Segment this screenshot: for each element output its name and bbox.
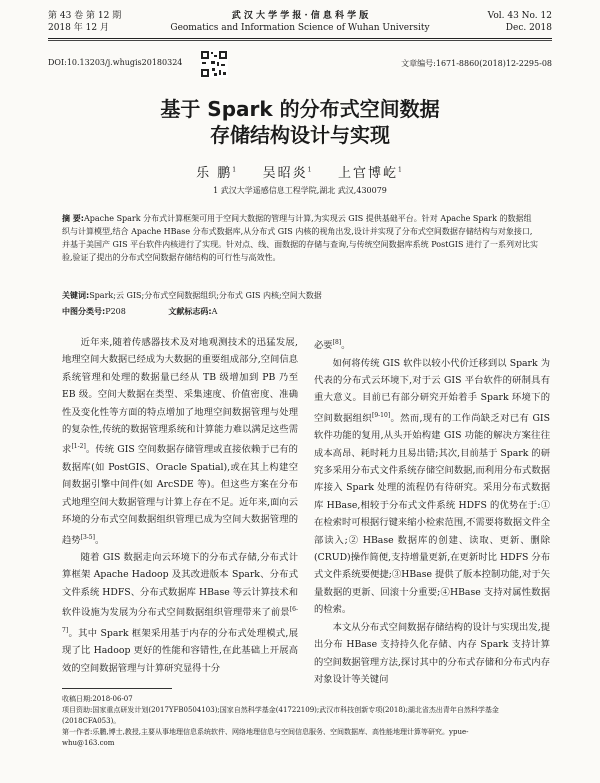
paper-title: 基于 Spark 的分布式空间数据 存储结构设计与实现 [160, 97, 440, 147]
funding-note: 项目资助:国家重点研发计划(2017YFB0504103);国家自然科学基金(41722109);武汉市科技创新专项(2018);湖北省杰出青年自然科学基金(2018CFA053)。 [62, 706, 499, 725]
paragraph: 近年来,随着传感器技术及对地观测技术的迅猛发展,地理空间大数据已经成为大数据的重要组成部分,空间信息系统管理和处理的数据量已经从 TB 级增加到 PB 乃至 EB 级。空间大数据在类型、采集速度、价值密度、准确性及变化性等方面的特点增加了地理空间数据管理与处理的复杂性,传统的数据管理系统和计算能力难以满足这些需求[1-2]。传统 GIS 空间数据存储管理或直接依赖于已有的数据库(如 PostGIS、Oracle Spatial),或在其上构建空间数据引擎中间件(如 ArcSDE 等)。但这些方案在分布式地理空间大数据管理与计算上存在不足。近年来,面向云环境的分布式空间数据组织管理已成为空间大数据管理的趋势[3-5]。 [62, 337, 298, 546]
affiliation: 1 武汉大学遥感信息工程学院,湖北 武汉,430079 [213, 186, 387, 195]
body-column-right [314, 334, 550, 688]
received-date: 收稿日期:2018-06-07 [62, 695, 133, 703]
keywords-label: 关键词: [62, 291, 90, 300]
author-list: 乐 鹏$^1$ 吴昭炎$^1$ 上官博屹$^1$ [196, 166, 404, 181]
volume-issue-en: Vol. 43 No. 12 Dec. 2018 [487, 11, 552, 33]
paragraph: 如何将传统 GIS 软件以较小代价迁移到以 Spark 为代表的分布式云环境下,对于云 GIS 平台软件的研制具有重大意义。目前已有部分研究开始着手 Spark 环境下的空间数据组织[9-10]。然而,现有的工作尚缺乏对已有 GIS 软件功能的复用,从头开始构建 GIS 功能的解决方案往往成本高昂、耗时耗力且易出错;其次,目前基于 Spark 的研究多采用分布式文件系统存储空间数据,而利用分布式数据库接入 Spark 处理的流程仍有待研究。采用分布式数据库 HBase,相较于分布式文件系统 HDFS 的优势在于:①在检索时可根据行键来缩小检索范围,不需要将数据文件全部读入;② HBase 数据库的创建、读取、更新、删除(CRUD)操作简便,支持增量更新,在更新时比 HDFS 分布式文件系统要便捷;③HBase 提供了版本控制功能,对于矢量数据的更新、回滚十分重要;④HBase 支持对属性数据的检索。 [314, 357, 550, 616]
qr-code-icon [200, 50, 228, 78]
doi: DOI:10.13203/j.whugis20180324 [48, 58, 183, 67]
paragraph: 必要[8]。 [314, 339, 351, 352]
author-name: 乐 鹏 [196, 166, 233, 181]
author-name: 上官博屹 [338, 166, 399, 181]
body-column-left [62, 334, 298, 677]
footnote-rule [62, 688, 172, 689]
keywords: 关键词:Spark;云 GIS;分布式空间数据组织;分布式 GIS 内核;空间大数据 [62, 291, 322, 300]
article-number: 文章编号:1671-8860(2018)12-2295-08 [401, 59, 552, 68]
abstract-text: Apache Spark 分布式计算框架可用于空间大数据的管理与计算,为实现云 GIS 提供基础平台。针对 Apache Spark 的数据组织与计算模型,结合 Apache HBase 分布式数据库,从分布式 GIS 内核的视角出发,设计并实现了分布式空间数据存储结构与对象接口,并基于美国产 GIS 平台软件内核进行了实现。针对点、线、面数据的存储与查询,与传统空间数据库系统 PostGIS 进行了一系列对比实验,验证了提出的分布式空间数据存储结构的可行性与高效性。 [62, 214, 538, 262]
author-note: 第一作者:乐鹏,博士,教授,主要从事地理信息系统软件、网络地理信息与空间信息服务、空间数据库、高性能地理计算等研究。ypue- [62, 728, 469, 736]
abstract-label: 摘 要: [62, 214, 84, 223]
author-name: 吴昭炎 [262, 166, 308, 181]
clc-number: 中图分类号:P208 [62, 307, 126, 316]
abstract [62, 212, 538, 264]
document-code: 文献标志码:A [168, 307, 218, 316]
journal-name: 武 汉 大 学 学 报 · 信 息 科 学 版 Geomatics and Information Science of Wuhan University [170, 11, 430, 33]
paragraph: 随着 GIS 数据走向云环境下的分布式存储,分布式计算框架 Apache Hadoop 及其改进版本 Spark、分布式文件系统 HDFS、分布式数据库 HBase 等云计算技术和软件设施为发展为分布式空间数据组织管理带来了前景[6-7]。其中 Spark 框架采用基于内存的分布式处理模式,展现了比 Hadoop 更好的性能和容错性,在此基础上开展高效的空间数据管理与计算研究显得十分 [62, 552, 298, 674]
author-email: whu@163.com [62, 739, 115, 747]
footnotes [62, 694, 548, 749]
header-rule [48, 38, 552, 39]
paragraph: 本文从分布式空间数据存储结构的设计与实现出发,提出分布 HBase 支持持久化存储、内存 Spark 支持计算的空间数据管理方法,探讨其中的分布式存储和分布式内存对象设计等关键问 [314, 621, 550, 685]
classification [62, 306, 538, 318]
header-rule-thin [48, 40, 552, 41]
volume-issue: 第 43 卷 第 12 期 2018 年 12 月 [48, 11, 122, 33]
